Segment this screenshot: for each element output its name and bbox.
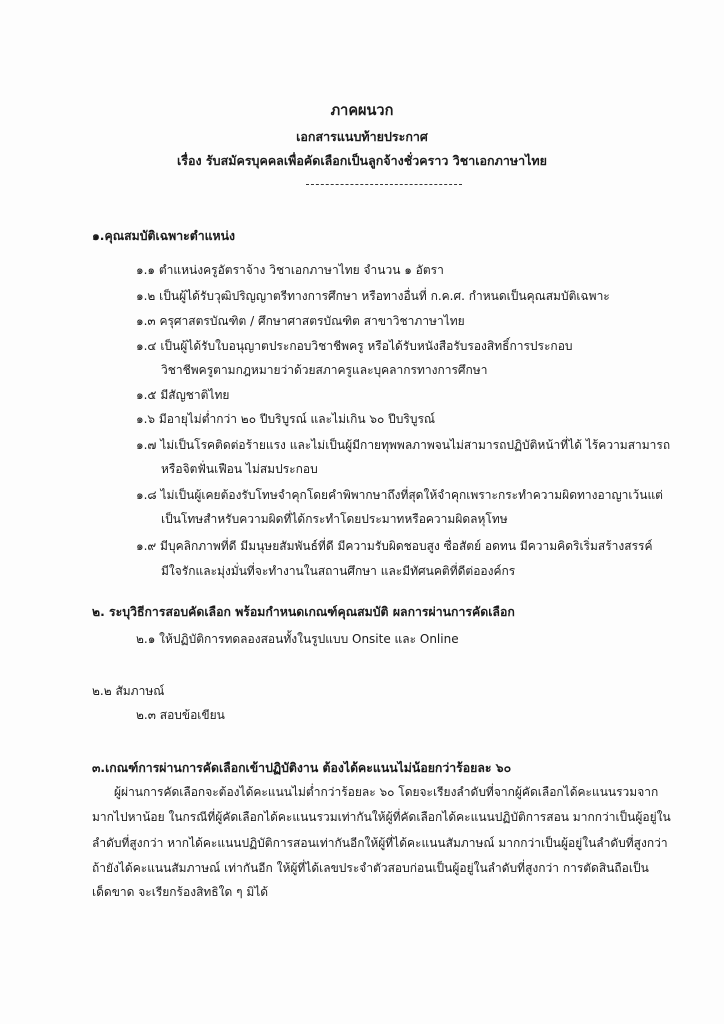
section-3-paragraph-line: มากไปหาน้อย ในกรณีที่ผู้คัดเลือกได้คะแนนรวมเท่ากันให้ผู้ที่คัดเลือกได้คะแนนปฏิบัติการสอน มากกว่าเป็นผู้อยู่ใน: [92, 810, 671, 824]
section-1-item-continuation: เป็นโทษสำหรับความผิดที่ได้กระทำโดยประมาทหรือความผิดลหุโทษ: [161, 512, 508, 526]
section-1-item: ๑.๘ ไม่เป็นผู้เคยต้องรับโทษจำคุกโดยคำพิพากษาถึงที่สุดให้จำคุกเพราะกระทำความผิดทางอาญาเว้นแต่: [136, 488, 663, 502]
title-divider: [306, 184, 462, 185]
section-1-item: ๑.๕ มีสัญชาติไทย: [136, 388, 230, 402]
section-3-paragraph-line: ถ้ายังได้คะแนนสัมภาษณ์ เท่ากันอีก ให้ผู้ที่ได้เลขประจำตัวสอบก่อนเป็นผู้อยู่ในลำดับที่สูงกว่า การตัดสินถือเป็น: [92, 861, 649, 875]
section-1-item: ๑.๗ ไม่เป็นโรคติดต่อร้ายแรง และไม่เป็นผู้มีกายทุพพลภาพจนไม่สามารถปฏิบัติหน้าที่ได้ ไร้ความสามารถ: [136, 438, 671, 452]
section-2-item: ๒.๓ สอบข้อเขียน: [136, 708, 225, 722]
section-1-item: ๑.๓ ครุศาสตรบัณฑิต / ศึกษาศาสตรบัณฑิต สาขาวิชาภาษาไทย: [136, 314, 465, 328]
section-1-item-continuation: หรือจิตฟั่นเฟือน ไม่สมประกอบ: [161, 462, 318, 476]
section-1-item: ๑.๖ มีอายุไม่ต่ำกว่า ๒๐ ปีบริบูรณ์ และไม่เกิน ๖๐ ปีบริบูรณ์: [136, 412, 436, 426]
section-2-item: ๒.๑ ให้ปฏิบัติการทดลองสอนทั้งในรูปแบบ Onsite และ Online: [136, 632, 459, 646]
section-3-paragraph-line: ผู้ผ่านการคัดเลือกจะต้องได้คะแนนไม่ต่ำกว่าร้อยละ ๖๐ โดยจะเรียงลำดับที่จากผู้คัดเลือกได้คะแนนรวมจาก: [114, 785, 659, 799]
section-2-heading: ๒. ระบุวิธีการสอบคัดเลือก พร้อมกำหนดเกณฑ์คุณสมบัติ ผลการผ่านการคัดเลือก: [92, 605, 515, 619]
section-1-item: ๑.๙ มีบุคลิกภาพที่ดี มีมนุษยสัมพันธ์ที่ดี มีความรับผิดชอบสูง ซื่อสัตย์ อดทน มีความคิดริเริ่มสร้างสรรค์: [136, 539, 653, 553]
section-3-heading: ๓.เกณฑ์การผ่านการคัดเลือกเข้าปฏิบัติงาน ต้องได้คะแนนไม่น้อยกว่าร้อยละ ๖๐: [92, 761, 512, 775]
section-1-item-continuation: วิชาชีพครูตามกฎหมายว่าด้วยสภาครูและบุคลากรทางการศึกษา: [161, 363, 488, 377]
page-title: ภาคผนวก: [330, 103, 394, 119]
section-1-item: ๑.๑ ตำแหน่งครูอัตราจ้าง วิชาเอกภาษาไทย จำนวน ๑ อัตรา: [136, 263, 444, 277]
section-3-paragraph-line: เด็ดขาด จะเรียกร้องสิทธิใด ๆ มิได้: [92, 885, 269, 899]
section-1-item: ๑.๔ เป็นผู้ได้รับใบอนุญาตประกอบวิชาชีพครู หรือได้รับหนังสือรับรองสิทธิ์การประกอบ: [136, 339, 573, 353]
section-3-paragraph-line: ลำดับที่สูงกว่า หากได้คะแนนปฏิบัติการสอนเท่ากันอีกให้ผู้ที่ได้คะแนนสัมภาษณ์ มากกว่าเป็นผู้อยู่ในลำดับที่สูงกว่า: [92, 836, 668, 850]
section-2-item: ๒.๒ สัมภาษณ์: [92, 684, 165, 698]
announcement-subject: เรื่อง รับสมัครบุคคลเพื่อคัดเลือกเป็นลูกจ้างชั่วคราว วิชาเอกภาษาไทย: [176, 153, 547, 168]
page-subtitle: เอกสารแนบท้ายประกาศ: [296, 129, 428, 144]
section-1-heading: ๑.คุณสมบัติเฉพาะตำแหน่ง: [92, 229, 236, 243]
section-1-item: ๑.๒ เป็นผู้ได้รับวุฒิปริญญาตรีทางการศึกษา หรือทางอื่นที่ ก.ค.ศ. กำหนดเป็นคุณสมบัติเฉพาะ: [136, 289, 610, 303]
section-1-item-continuation: มีใจรักและมุ่งมั่นที่จะทำงานในสถานศึกษา และมีทัศนคติที่ดีต่อองค์กร: [161, 564, 516, 578]
